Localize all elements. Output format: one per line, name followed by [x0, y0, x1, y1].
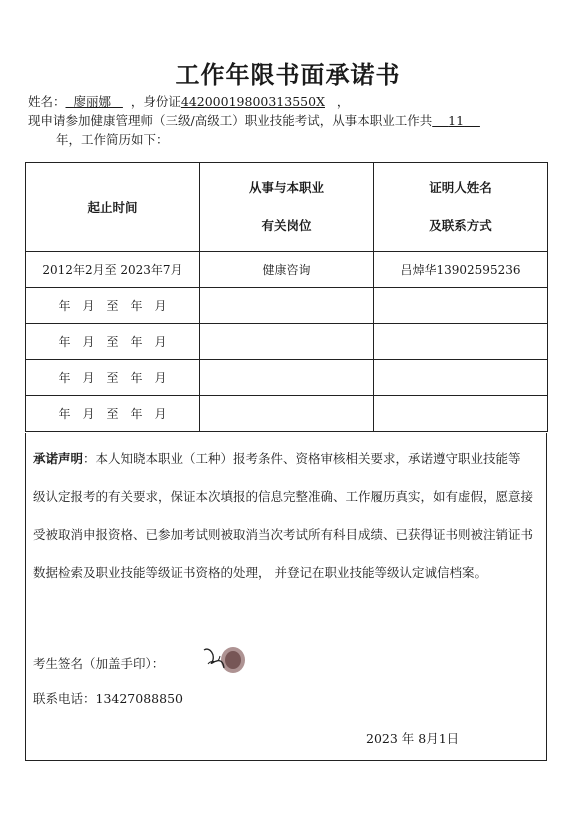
- declaration-label: 承诺声明: [33, 451, 84, 466]
- name-id-line: [28, 92, 349, 110]
- id-label: ，身份证: [130, 94, 181, 109]
- position-cell: [200, 324, 374, 360]
- witness-cell: 吕焯华13902595236: [374, 252, 548, 288]
- table-header-row: [26, 163, 548, 252]
- name-value: 廖丽娜: [73, 94, 111, 109]
- position-cell: 健康咨询: [200, 252, 374, 288]
- period-cell-blank: 年 月 至 年 月: [26, 396, 200, 432]
- resume-intro: 年，工作简历如下：: [56, 132, 169, 147]
- years-value: 11: [448, 113, 465, 128]
- position-cell: [200, 288, 374, 324]
- position-cell: [200, 360, 374, 396]
- witness-cell: [374, 360, 548, 396]
- header-period: 起止时间: [26, 163, 200, 252]
- id-end: ，: [336, 94, 350, 109]
- declaration: [33, 440, 533, 592]
- period-cell-blank: 年 月 至 年 月: [26, 288, 200, 324]
- sign-date: 2023 年 8月1日: [366, 731, 460, 746]
- application-line: [28, 111, 480, 129]
- position-cell: [200, 396, 374, 432]
- table-row: [26, 360, 548, 396]
- work-history-table: [25, 162, 548, 432]
- id-value: 44200019800313550X: [180, 94, 325, 109]
- witness-cell: [374, 324, 548, 360]
- table-row: [26, 396, 548, 432]
- header-witness: 证明人姓名 及联系方式: [374, 163, 548, 252]
- application-text: 现申请参加健康管理师（三级/高级工）职业技能考试，从事本职业工作共: [28, 113, 433, 128]
- signature-label: 考生签名（加盖手印）：: [33, 656, 165, 671]
- declaration-text: ：本人知晓本职业（工种）报考条件、资格审核相关要求，承诺遵守职业技能等级认定报考的有关要求，保证本次填报的信息完整准确、工作履历真实，如有虚假，愿意接受被取消申报资格、已参加考试则被取消当次考试所有科目成绩、已获得证书则被注销证书数据检索及职业技能等级证书资格的处理， 并登记在职业技能等级认定诚信档案。: [33, 451, 534, 580]
- document-title: 工作年限书面承诺书: [175, 60, 401, 89]
- handwritten-signature-fingerprint: [200, 642, 250, 678]
- header-position: 从事与本职业 有关岗位: [200, 163, 374, 252]
- witness-cell: [374, 288, 548, 324]
- table-row: [26, 288, 548, 324]
- period-cell-blank: 年 月 至 年 月: [26, 360, 200, 396]
- name-label: 姓名：: [28, 94, 66, 109]
- table-row: [26, 324, 548, 360]
- period-cell: 2012年2月至 2023年7月: [26, 252, 200, 288]
- period-cell-blank: 年 月 至 年 月: [26, 324, 200, 360]
- table-row: [26, 252, 548, 288]
- witness-cell: [374, 396, 548, 432]
- contact-phone: 联系电话：13427088850: [33, 691, 183, 706]
